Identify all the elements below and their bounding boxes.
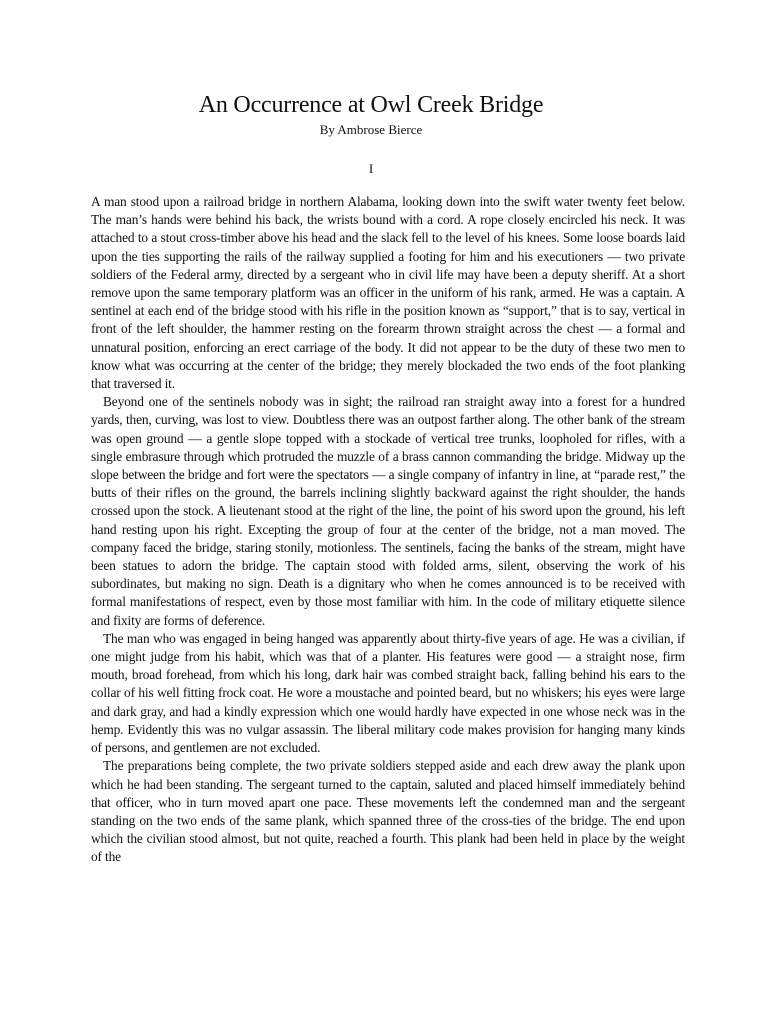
paragraph-1: A man stood upon a railroad bridge in northern Alabama, looking down into the swift water twenty feet below. The man’s hands were behind his back, the wrists bound with a cord. A rope closely encircled his neck. It was attached to a stout cross-timber above his head and the slack fell to the level of his knees. Some loose boards laid upon the ties supporting the rails of the railway supplied a footing for him and his executioners — two private soldiers of the Federal army, directed by a sergeant who in civil life may have been a deputy sheriff. At a short remove upon the same temporary platform was an officer in the uniform of his rank, armed. He was a captain. A sentinel at each end of the bridge stood with his rifle in the position known as “support,” that is to say, vertical in front of the left shoulder, the hammer resting on the forearm thrown straight across the chest — a formal and unnatural position, enforcing an erect carriage of the body. It did not appear to be the duty of these two men to know what was occurring at the center of the bridge; they merely blockaded the two ends of the foot planking that traversed it. (91, 194, 685, 392)
story-body (91, 193, 685, 867)
paragraph-4: The preparations being complete, the two private soldiers stepped aside and each drew away the plank upon which he had been standing. The sergeant turned to the captain, saluted and placed himself immediately behind that officer, who in turn moved apart one pace. These movements left the condemned man and the sergeant standing on the two ends of the same plank, which spanned three of the cross-ties of the bridge. The end upon which the civilian stood almost, but not quite, reached a fourth. This plank had been held in place by the weight of the (91, 758, 685, 865)
section-number: I (368, 161, 374, 176)
paragraph-2: Beyond one of the sentinels nobody was in sight; the railroad ran straight away into a forest for a hundred yards, then, curving, was lost to view. Doubtless there was an outpost farther along. The other bank of the stream was open ground — a gentle slope topped with a stockade of vertical tree trunks, loopholed for rifles, with a single embrasure through which protruded the muzzle of a brass cannon commanding the bridge. Midway up the slope between the bridge and fort were the spectators — a single company of infantry in line, at “parade rest,” the butts of their rifles on the ground, the barrels inclining slightly backward against the right shoulder, the hands crossed upon the stock. A lieutenant stood at the right of the line, the point of his sword upon the ground, his left hand resting upon his right. Excepting the group of four at the center of the bridge, not a man moved. The company faced the bridge, staring stonily, motionless. The sentinels, facing the banks of the stream, might have been statues to adorn the bridge. The captain stood with folded arms, silent, observing the work of his subordinates, but making no sign. Death is a dignitary who when he comes announced is to be received with formal manifestations of respect, even by those most familiar with him. In the code of military etiquette silence and fixity are forms of deference. (91, 394, 685, 628)
story-title: An Occurrence at Owl Creek Bridge (198, 92, 544, 118)
paragraph-3: The man who was engaged in being hanged was apparently about thirty-five years of age. He was a civilian, if one might judge from his habit, which was that of a planter. His features were good — a straight nose, firm mouth, broad forehead, from which his long, dark hair was combed straight back, falling behind his ears to the collar of his well fitting frock coat. He wore a moustache and pointed beard, but no whiskers; his eyes were large and dark gray, and had a kindly expression which one would hardly have expected in one whose neck was in the hemp. Evidently this was no vulgar assassin. The liberal military code makes provision for hanging many kinds of persons, and gentlemen are not excluded. (91, 630, 685, 756)
author-byline: By Ambrose Bierce (319, 122, 423, 137)
